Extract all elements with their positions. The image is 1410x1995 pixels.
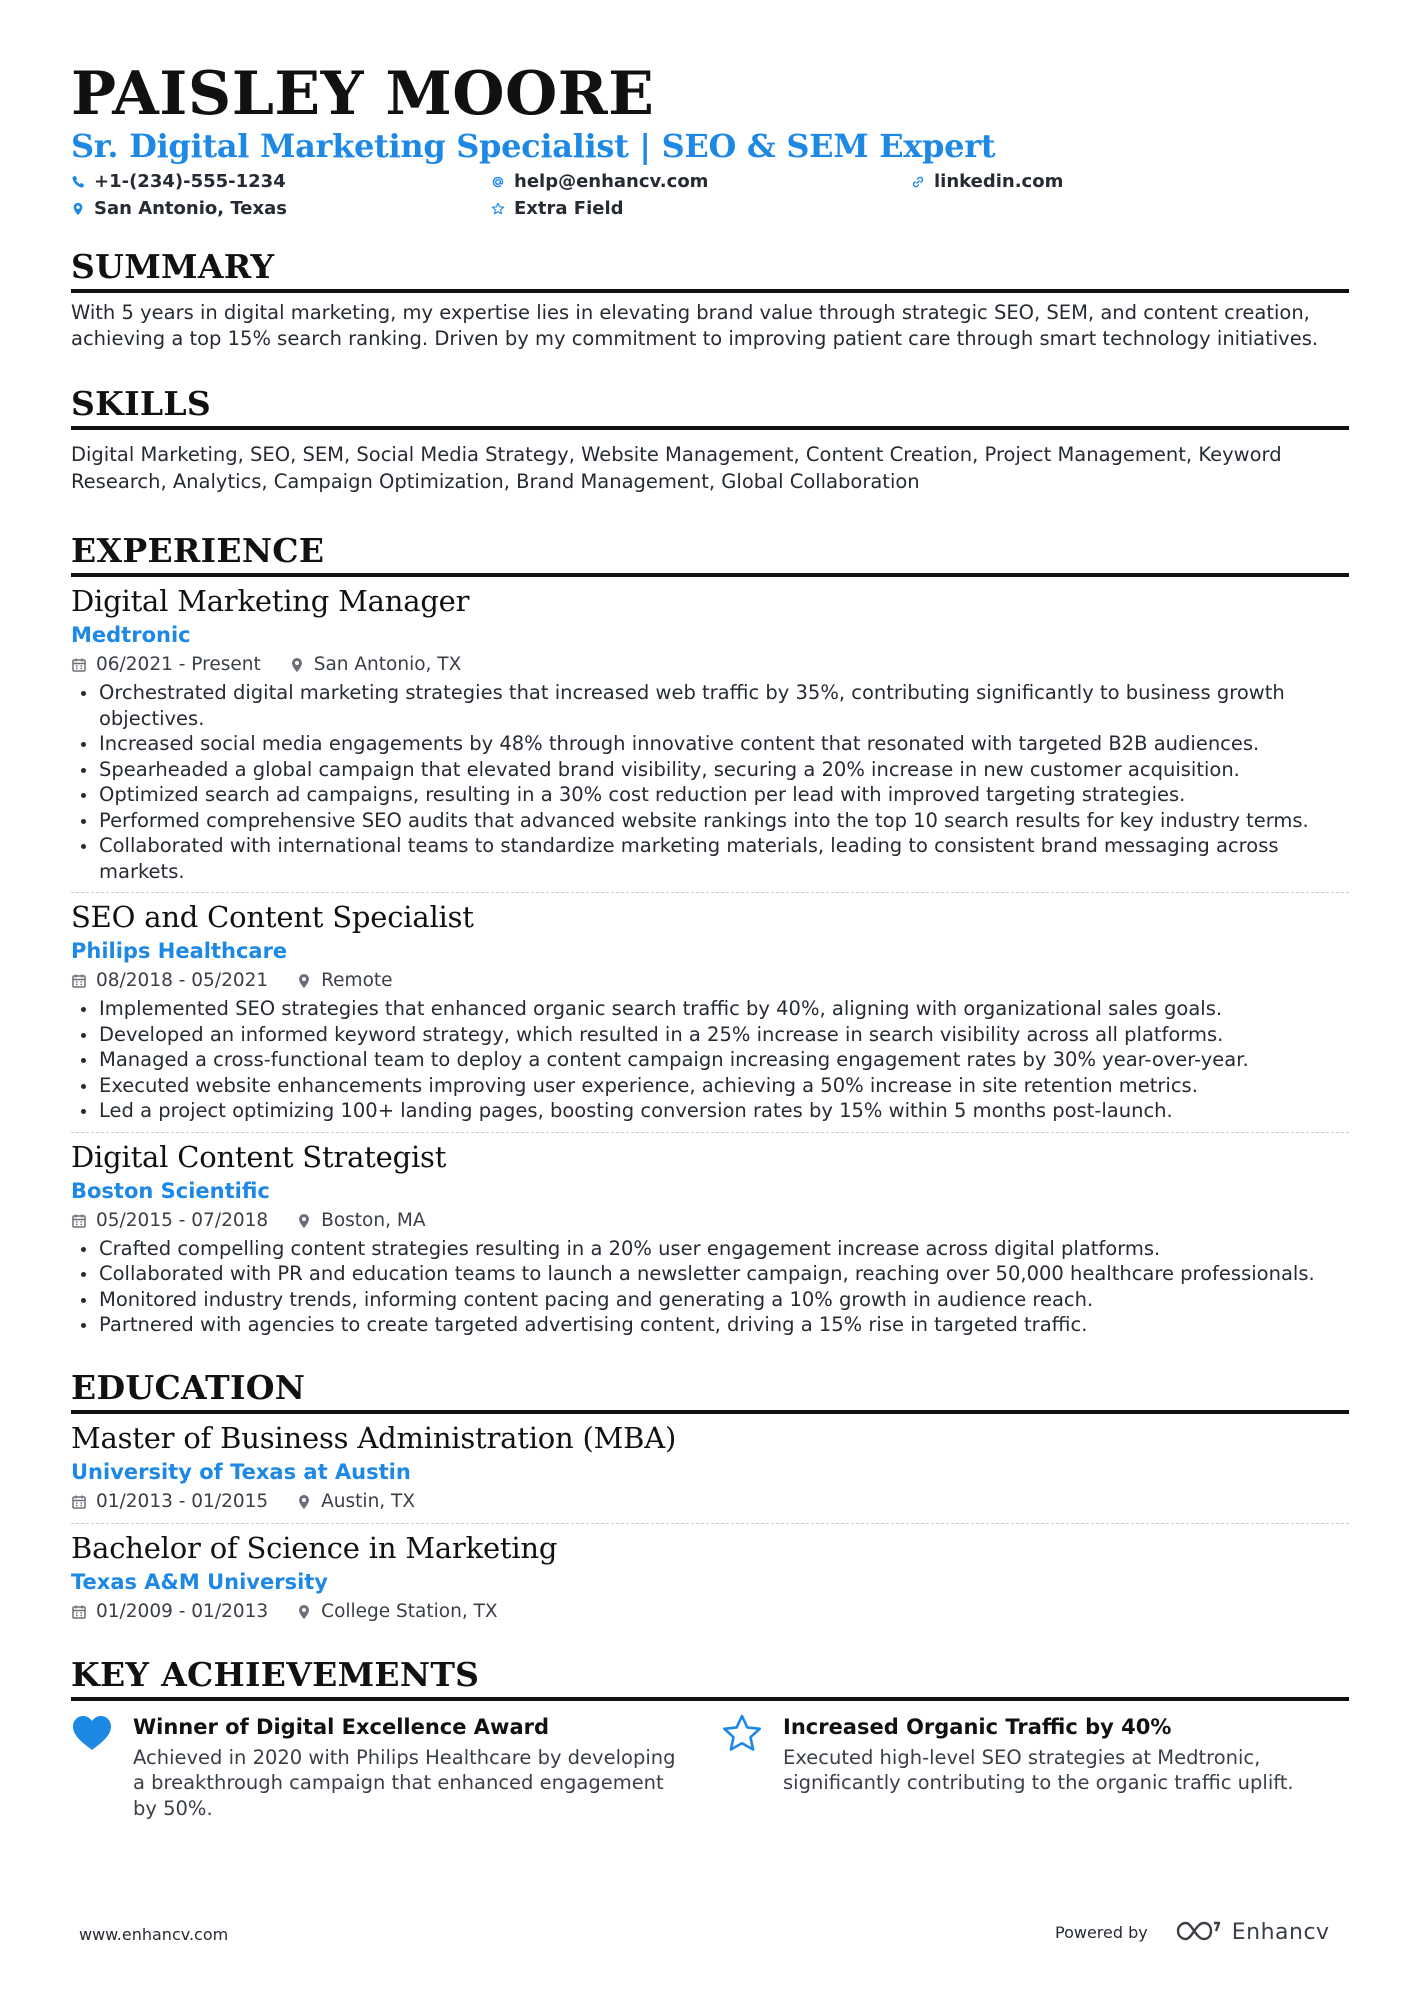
role-bullets <box>71 1236 1349 1338</box>
bullet-item: Developed an informed keyword strategy, which resulted in a 25% increase in search visibility across all platforms. <box>71 1022 1349 1048</box>
education-location: Austin, TX <box>321 1490 416 1512</box>
achievement-description: Achieved in 2020 with Philips Healthcare by developing a breakthrough campaign that enhanced engagement by 50%. <box>133 1745 676 1820</box>
footer-website[interactable]: www.enhancv.com <box>79 1925 229 1944</box>
bullet-item: Led a project optimizing 100+ landing pages, boosting conversion rates by 15% within 5 months post-launch. <box>71 1098 1349 1124</box>
calendar-icon <box>71 973 87 989</box>
achievement-title: Increased Organic Traffic by 40% <box>783 1714 1172 1739</box>
role-location: Boston, MA <box>321 1209 426 1231</box>
education-meta <box>71 1489 1349 1515</box>
resume-page <box>71 58 1349 1821</box>
location-pin-icon <box>289 657 305 673</box>
skills-section <box>71 384 1349 495</box>
bullet-item: Collaborated with PR and education teams to launch a newsletter campaign, reaching over 50,000 healthcare professionals. <box>71 1261 1349 1287</box>
education-dates: 01/2013 - 01/2015 <box>96 1490 269 1512</box>
contact-phone[interactable] <box>71 170 491 194</box>
divider <box>71 1523 1349 1524</box>
link-icon <box>911 175 925 189</box>
role-title: Digital Content Strategist <box>71 1139 447 1174</box>
role-bullets <box>71 680 1349 884</box>
skills-text: Digital Marketing, SEO, SEM, Social Media Strategy, Website Management, Content Creation, Project Management, Keyword Research, Analytics, Campaign Optimization, Brand Management, Global Collaboration <box>71 443 1282 493</box>
bullet-item: Spearheaded a global campaign that elevated brand visibility, securing a 20% increase in new customer acquisition. <box>71 757 1349 783</box>
role-dates: 06/2021 - Present <box>96 654 261 675</box>
education-title: EDUCATION <box>71 1368 1349 1414</box>
contact-phone-text: +1-(234)-555-1234 <box>94 171 286 192</box>
brand-name: Enhancv <box>1231 1920 1330 1945</box>
bullet-item: Crafted compelling content strategies resulting in a 20% user engagement increase across digital platforms. <box>71 1236 1349 1262</box>
summary-title: SUMMARY <box>71 247 1349 293</box>
education-item <box>71 1530 1349 1625</box>
achievements-section <box>71 1655 1349 1822</box>
experience-section <box>71 531 1349 1338</box>
bullet-item: Optimized search ad campaigns, resulting in a 30% cost reduction per lead with improved targeting strategies. <box>71 782 1349 808</box>
star-outline-icon <box>491 202 505 216</box>
at-icon <box>491 175 505 189</box>
school-name: Texas A&M University <box>71 1569 328 1594</box>
role-location: Remote <box>321 970 393 991</box>
achievement-item <box>71 1713 721 1822</box>
achievements-title: KEY ACHIEVEMENTS <box>71 1655 1349 1701</box>
footer-branding <box>1055 1918 1330 1948</box>
education-item <box>71 1420 1349 1524</box>
powered-by-label: Powered by <box>1055 1923 1148 1942</box>
achievement-description: Executed high-level SEO strategies at Medtronic, significantly contributing to the organic traffic uplift. <box>783 1745 1294 1794</box>
bullet-item: Managed a cross-functional team to deploy a content campaign increasing engagement rates by 30% year-over-year. <box>71 1047 1349 1073</box>
bullet-item: Partnered with agencies to create targeted advertising content, driving a 15% rise in targeted traffic. <box>71 1312 1349 1338</box>
company-name: Boston Scientific <box>71 1178 270 1203</box>
skills-title: SKILLS <box>71 384 1349 430</box>
calendar-icon <box>71 1213 87 1229</box>
bullet-item: Monitored industry trends, informing content pacing and generating a 10% growth in audience reach. <box>71 1287 1349 1313</box>
bullet-item: Performed comprehensive SEO audits that advanced website rankings into the top 10 search results for key industry terms. <box>71 808 1349 834</box>
role-dates: 08/2018 - 05/2021 <box>96 970 269 991</box>
role-bullets <box>71 996 1349 1124</box>
role-title: Digital Marketing Manager <box>71 584 470 618</box>
candidate-headline: Sr. Digital Marketing Specialist | SEO & SEM Expert <box>71 127 996 165</box>
role-title: SEO and Content Specialist <box>71 900 474 934</box>
contact-email[interactable] <box>491 170 911 194</box>
heart-icon <box>71 1713 133 1822</box>
location-pin-icon <box>71 202 85 216</box>
divider <box>71 1132 1349 1133</box>
header <box>71 58 1349 221</box>
candidate-name: PAISLEY MOORE <box>71 59 655 129</box>
contact-list <box>71 170 1349 221</box>
education-dates: 01/2009 - 01/2013 <box>96 1600 269 1622</box>
bullet-item: Executed website enhancements improving user experience, achieving a 50% increase in site retention metrics. <box>71 1073 1349 1099</box>
company-name: Medtronic <box>71 623 191 647</box>
contact-extra-field <box>491 197 911 221</box>
phone-icon <box>71 175 85 189</box>
location-pin-icon <box>296 1494 312 1510</box>
role-meta <box>71 652 1349 678</box>
location-pin-icon <box>296 973 312 989</box>
degree-title: Bachelor of Science in Marketing <box>71 1530 558 1565</box>
achievements-grid <box>71 1713 1349 1822</box>
contact-linkedin-text: linkedin.com <box>934 171 1064 192</box>
calendar-icon <box>71 1604 87 1620</box>
bullet-item: Increased social media engagements by 48% through innovative content that resonated with targeted B2B audiences. <box>71 731 1349 757</box>
contact-extra-field-text: Extra Field <box>514 198 624 219</box>
bullet-item: Collaborated with international teams to standardize marketing materials, leading to consistent brand messaging across markets. <box>71 833 1349 884</box>
contact-location <box>71 197 491 221</box>
contact-location-text: San Antonio, Texas <box>94 198 287 219</box>
bullet-item: Orchestrated digital marketing strategies that increased web traffic by 35%, contributing significantly to business growth objectives. <box>71 680 1349 731</box>
star-outline-icon <box>721 1713 783 1822</box>
summary-text: With 5 years in digital marketing, my expertise lies in elevating brand value through strategic SEO, SEM, and content creation, achieving a top 15% search ranking. Driven by my commitment to improving patient care through smart technology initiatives. <box>71 301 1319 350</box>
enhancv-logo-icon <box>1174 1918 1232 1948</box>
school-name: University of Texas at Austin <box>71 1459 411 1484</box>
education-meta <box>71 1599 1349 1625</box>
experience-item <box>71 583 1349 893</box>
experience-item <box>71 899 1349 1133</box>
degree-title: Master of Business Administration (MBA) <box>71 1420 677 1455</box>
bullet-item: Implemented SEO strategies that enhanced organic search traffic by 40%, aligning with organizational sales goals. <box>71 996 1349 1022</box>
contact-email-text: help@enhancv.com <box>514 171 709 192</box>
summary-section <box>71 247 1349 352</box>
divider <box>71 892 1349 893</box>
contact-linkedin[interactable] <box>911 170 1331 194</box>
calendar-icon <box>71 1494 87 1510</box>
education-section <box>71 1368 1349 1625</box>
company-name: Philips Healthcare <box>71 939 288 963</box>
experience-item <box>71 1139 1349 1338</box>
experience-title: EXPERIENCE <box>71 531 1349 577</box>
location-pin-icon <box>296 1213 312 1229</box>
calendar-icon <box>71 657 87 673</box>
achievement-item <box>721 1713 1349 1822</box>
role-location: San Antonio, TX <box>313 654 462 675</box>
location-pin-icon <box>296 1604 312 1620</box>
role-meta <box>71 968 1349 994</box>
achievement-title: Winner of Digital Excellence Award <box>133 1714 550 1739</box>
role-dates: 05/2015 - 07/2018 <box>96 1209 269 1231</box>
role-meta <box>71 1208 1349 1234</box>
education-location: College Station, TX <box>321 1600 498 1622</box>
